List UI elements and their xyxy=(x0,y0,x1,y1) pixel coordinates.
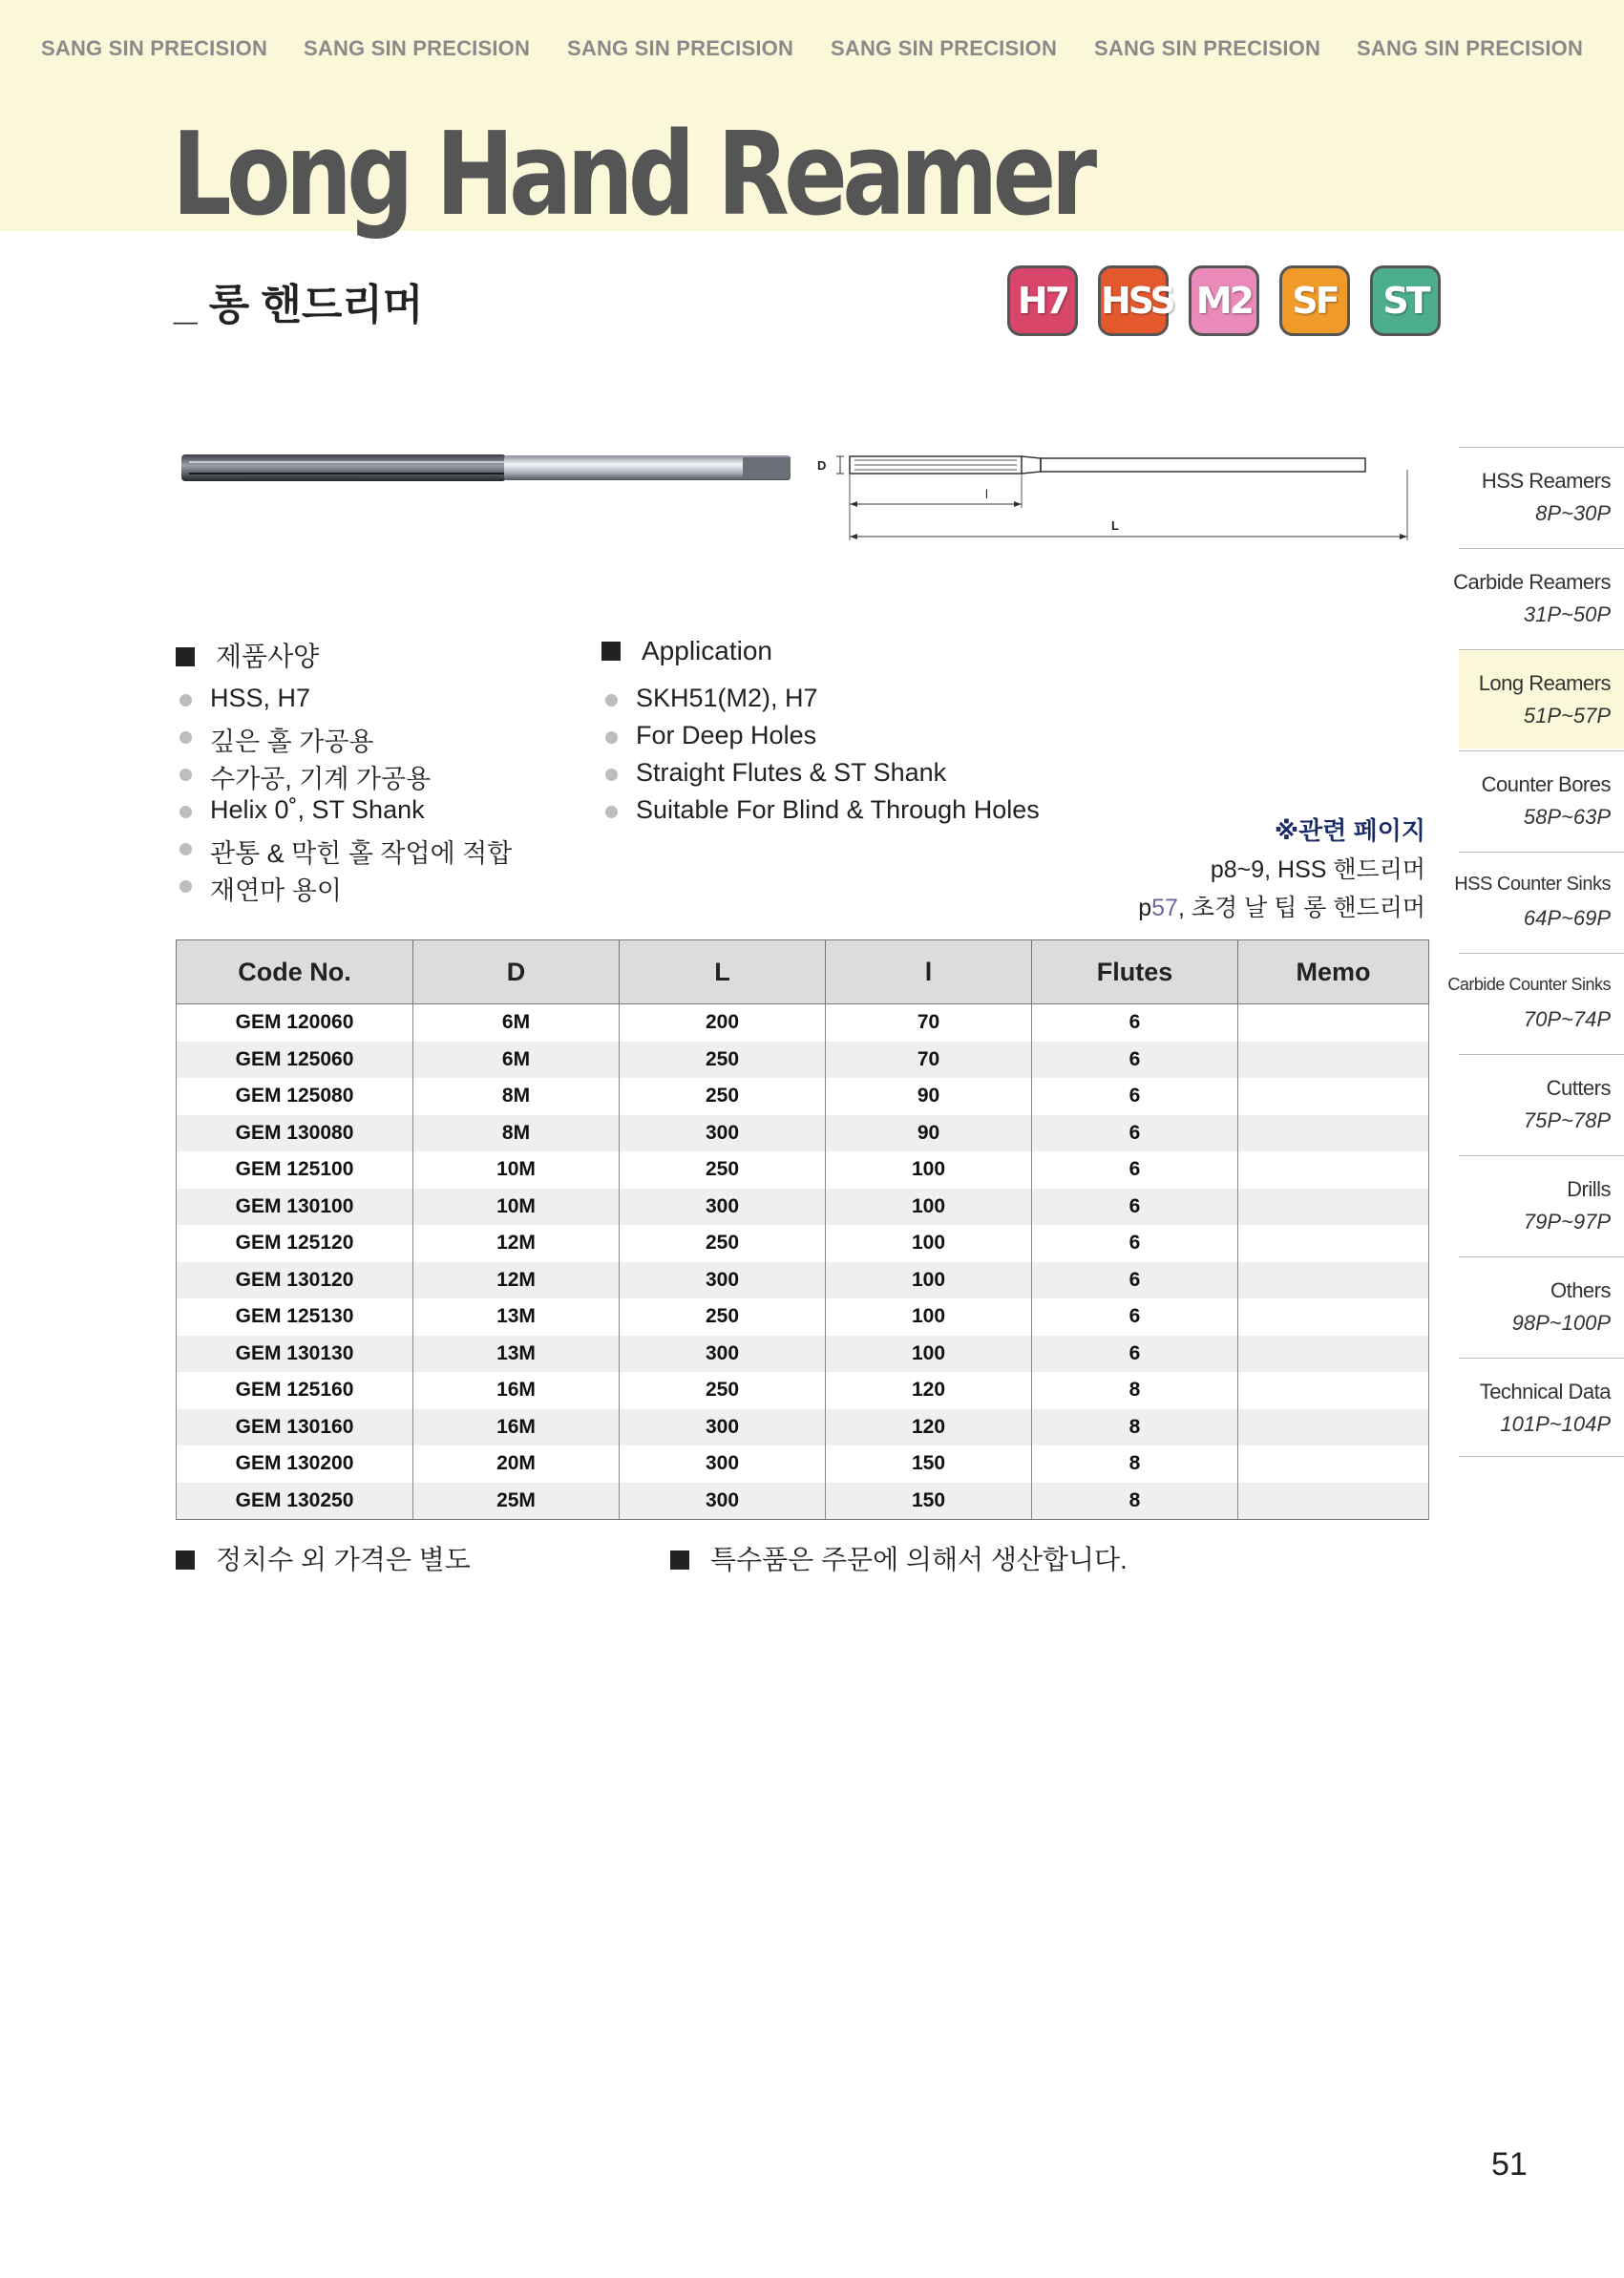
small-l-cell: 100 xyxy=(826,1298,1032,1336)
page-subtitle: _ 롱 핸드리머 xyxy=(174,282,424,328)
square-bullet-icon xyxy=(601,642,621,661)
code-cell: GEM 125100 xyxy=(177,1151,413,1189)
label-l-small: l xyxy=(985,487,988,501)
nav-name: HSS Counter Sinks xyxy=(1454,874,1611,895)
table-row xyxy=(177,1225,1429,1262)
code-cell: GEM 130130 xyxy=(177,1336,413,1373)
memo-cell xyxy=(1238,1336,1429,1373)
brand-text: SANG SIN PRECISION xyxy=(304,36,531,60)
nav-pages: 70P~74P xyxy=(1523,1007,1611,1031)
application-heading xyxy=(601,636,772,666)
small-l-cell: 100 xyxy=(826,1336,1032,1373)
note-text: 특수품은 주문에 의해서 생산합니다. xyxy=(710,1545,1128,1574)
nav-name: Long Reamers xyxy=(1478,671,1611,695)
flutes-cell: 6 xyxy=(1032,1151,1238,1189)
table-row xyxy=(177,1445,1429,1483)
application-item: For Deep Holes xyxy=(605,721,1040,758)
nav-pages: 75P~78P xyxy=(1523,1108,1611,1132)
code-cell: GEM 130160 xyxy=(177,1409,413,1446)
flutes-cell: 8 xyxy=(1032,1483,1238,1520)
d-cell: 13M xyxy=(413,1298,620,1336)
label-l-big: L xyxy=(1111,518,1119,533)
spec-item: 수가공, 기계 가공용 xyxy=(179,758,512,795)
page-title: Long Hand Reamer xyxy=(172,109,1092,242)
code-cell: GEM 130250 xyxy=(177,1483,413,1520)
col-header-flutes: Flutes xyxy=(1032,940,1238,1004)
nav-pages: 79P~97P xyxy=(1523,1210,1611,1234)
flutes-cell: 6 xyxy=(1032,1078,1238,1115)
nav-item-drills[interactable] xyxy=(1459,1155,1624,1255)
spec-item: Helix 0˚, ST Shank xyxy=(179,795,512,833)
nav-pages: 58P~63P xyxy=(1523,805,1611,829)
l-cell: 250 xyxy=(620,1151,826,1189)
nav-item-carbide-reamers[interactable] xyxy=(1453,548,1624,647)
square-bullet-icon xyxy=(176,647,195,666)
flutes-cell: 6 xyxy=(1032,1115,1238,1152)
flutes-cell: 6 xyxy=(1032,1336,1238,1373)
l-cell: 250 xyxy=(620,1078,826,1115)
table-row xyxy=(177,1298,1429,1336)
nav-pages: 31P~50P xyxy=(1523,602,1611,626)
badge-hss: HSS xyxy=(1098,265,1169,336)
code-cell: GEM 125060 xyxy=(177,1042,413,1079)
d-cell: 16M xyxy=(413,1409,620,1446)
memo-cell xyxy=(1238,1409,1429,1446)
table-row xyxy=(177,1372,1429,1409)
specs-heading xyxy=(176,636,319,674)
brand-row xyxy=(0,36,1624,65)
memo-cell xyxy=(1238,1151,1429,1189)
memo-cell xyxy=(1238,1042,1429,1079)
d-cell: 8M xyxy=(413,1115,620,1152)
small-l-cell: 100 xyxy=(826,1262,1032,1299)
nav-item-hss-reamers[interactable] xyxy=(1459,447,1624,546)
col-header-l: L xyxy=(620,940,826,1004)
spec-item: HSS, H7 xyxy=(179,684,512,721)
table-header-row xyxy=(177,940,1429,1004)
col-header-small-l: l xyxy=(826,940,1032,1004)
nav-item-cutters[interactable] xyxy=(1459,1054,1624,1153)
memo-cell xyxy=(1238,1445,1429,1483)
related-pages xyxy=(1138,812,1425,923)
table-body xyxy=(177,1004,1429,1520)
nav-pages: 51P~57P xyxy=(1523,704,1611,728)
brand-text: SANG SIN PRECISION xyxy=(1357,36,1584,60)
spec-item: 관통 & 막힌 홀 작업에 적합 xyxy=(179,833,512,870)
brand-text: SANG SIN PRECISION xyxy=(1094,36,1321,60)
d-cell: 25M xyxy=(413,1483,620,1520)
application-item: SKH51(M2), H7 xyxy=(605,684,1040,721)
code-cell: GEM 125080 xyxy=(177,1078,413,1115)
spec-item: 깊은 홀 가공용 xyxy=(179,721,512,758)
table-row xyxy=(177,1042,1429,1079)
small-l-cell: 70 xyxy=(826,1004,1032,1042)
d-cell: 10M xyxy=(413,1189,620,1226)
specs-list xyxy=(179,684,512,907)
nav-item-carbide-counter-sinks[interactable] xyxy=(1447,953,1624,1052)
note-left xyxy=(176,1539,471,1577)
small-l-cell: 90 xyxy=(826,1078,1032,1115)
d-cell: 6M xyxy=(413,1004,620,1042)
note-text: 정치수 외 가격은 별도 xyxy=(216,1545,471,1574)
code-cell: GEM 130080 xyxy=(177,1115,413,1152)
small-l-cell: 100 xyxy=(826,1151,1032,1189)
nav-item-technical-data[interactable] xyxy=(1459,1358,1624,1457)
code-cell: GEM 120060 xyxy=(177,1004,413,1042)
d-cell: 6M xyxy=(413,1042,620,1079)
code-cell: GEM 130120 xyxy=(177,1262,413,1299)
nav-name: Carbide Reamers xyxy=(1453,570,1611,594)
brand-text: SANG SIN PRECISION xyxy=(567,36,794,60)
spec-item: 재연마 용이 xyxy=(179,870,512,907)
nav-item-long-reamers[interactable] xyxy=(1459,649,1624,749)
table-row xyxy=(177,1004,1429,1042)
code-cell: GEM 130200 xyxy=(177,1445,413,1483)
memo-cell xyxy=(1238,1115,1429,1152)
code-cell: GEM 125160 xyxy=(177,1372,413,1409)
nav-name: HSS Reamers xyxy=(1481,469,1611,493)
small-l-cell: 120 xyxy=(826,1409,1032,1446)
l-cell: 250 xyxy=(620,1225,826,1262)
related-text: , 초경 날 팁 롱 핸드리머 xyxy=(1177,895,1425,921)
flutes-cell: 6 xyxy=(1032,1189,1238,1226)
code-cell: GEM 130100 xyxy=(177,1189,413,1226)
flutes-cell: 6 xyxy=(1032,1298,1238,1336)
label-d: D xyxy=(817,458,827,473)
memo-cell xyxy=(1238,1225,1429,1262)
memo-cell xyxy=(1238,1004,1429,1042)
nav-pages: 98P~100P xyxy=(1511,1311,1611,1335)
memo-cell xyxy=(1238,1189,1429,1226)
d-cell: 20M xyxy=(413,1445,620,1483)
memo-cell xyxy=(1238,1372,1429,1409)
nav-name: Carbide Counter Sinks xyxy=(1447,975,1611,994)
l-cell: 300 xyxy=(620,1336,826,1373)
flutes-cell: 8 xyxy=(1032,1409,1238,1446)
small-l-cell: 90 xyxy=(826,1115,1032,1152)
memo-cell xyxy=(1238,1262,1429,1299)
small-l-cell: 70 xyxy=(826,1042,1032,1079)
badge-h7: H7 xyxy=(1007,265,1078,336)
related-line-2[interactable] xyxy=(1138,889,1425,923)
table-row xyxy=(177,1151,1429,1189)
small-l-cell: 100 xyxy=(826,1225,1032,1262)
memo-cell xyxy=(1238,1483,1429,1520)
col-header-d: D xyxy=(413,940,620,1004)
small-l-cell: 120 xyxy=(826,1372,1032,1409)
small-l-cell: 150 xyxy=(826,1483,1032,1520)
code-cell: GEM 125120 xyxy=(177,1225,413,1262)
nav-item-counter-bores[interactable] xyxy=(1459,750,1624,850)
page-number: 51 xyxy=(1491,2146,1528,2183)
product-table xyxy=(176,939,1429,1520)
related-heading: ※관련 페이지 xyxy=(1274,816,1425,845)
l-cell: 250 xyxy=(620,1298,826,1336)
d-cell: 10M xyxy=(413,1151,620,1189)
brand-text: SANG SIN PRECISION xyxy=(41,36,268,60)
nav-item-hss-counter-sinks[interactable] xyxy=(1454,852,1624,951)
table-row xyxy=(177,1115,1429,1152)
l-cell: 300 xyxy=(620,1189,826,1226)
application-item: Straight Flutes & ST Shank xyxy=(605,758,1040,795)
flutes-cell: 6 xyxy=(1032,1004,1238,1042)
memo-cell xyxy=(1238,1078,1429,1115)
l-cell: 300 xyxy=(620,1483,826,1520)
table-row xyxy=(177,1483,1429,1520)
table-row xyxy=(177,1409,1429,1446)
table-row xyxy=(177,1189,1429,1226)
application-list xyxy=(605,684,1040,833)
flutes-cell: 6 xyxy=(1032,1042,1238,1079)
badge-st: ST xyxy=(1370,265,1441,336)
flutes-cell: 6 xyxy=(1032,1262,1238,1299)
specs-title: 제품사양 xyxy=(216,642,320,671)
memo-cell xyxy=(1238,1298,1429,1336)
l-cell: 250 xyxy=(620,1372,826,1409)
application-title: Application xyxy=(642,636,772,665)
flutes-cell: 8 xyxy=(1032,1372,1238,1409)
d-cell: 13M xyxy=(413,1336,620,1373)
table-row xyxy=(177,1262,1429,1299)
note-right xyxy=(670,1539,1128,1577)
application-item: Suitable For Blind & Through Holes xyxy=(605,795,1040,833)
flutes-cell: 6 xyxy=(1032,1225,1238,1262)
table-row xyxy=(177,1336,1429,1373)
l-cell: 300 xyxy=(620,1409,826,1446)
code-cell: GEM 125130 xyxy=(177,1298,413,1336)
small-l-cell: 100 xyxy=(826,1189,1032,1226)
related-page-number: 57 xyxy=(1151,895,1178,921)
nav-pages: 64P~69P xyxy=(1523,906,1611,930)
col-header-code: Code No. xyxy=(177,940,413,1004)
d-cell: 12M xyxy=(413,1262,620,1299)
l-cell: 300 xyxy=(620,1262,826,1299)
nav-item-others[interactable] xyxy=(1459,1256,1624,1356)
d-cell: 16M xyxy=(413,1372,620,1409)
nav-pages: 101P~104P xyxy=(1500,1412,1611,1436)
nav-name: Drills xyxy=(1567,1177,1611,1201)
col-header-memo: Memo xyxy=(1238,940,1429,1004)
related-line-1[interactable]: p8~9, HSS 핸드리머 xyxy=(1210,856,1425,883)
table-row xyxy=(177,1078,1429,1115)
nav-name: Counter Bores xyxy=(1481,772,1611,796)
d-cell: 12M xyxy=(413,1225,620,1262)
brand-text: SANG SIN PRECISION xyxy=(831,36,1058,60)
nav-name: Cutters xyxy=(1546,1076,1611,1100)
flutes-cell: 8 xyxy=(1032,1445,1238,1483)
square-bullet-icon xyxy=(670,1550,689,1570)
l-cell: 250 xyxy=(620,1042,826,1079)
l-cell: 300 xyxy=(620,1115,826,1152)
nav-name: Others xyxy=(1550,1278,1611,1302)
square-bullet-icon xyxy=(176,1550,195,1570)
small-l-cell: 150 xyxy=(826,1445,1032,1483)
badge-m2: M2 xyxy=(1189,265,1259,336)
nav-name: Technical Data xyxy=(1479,1380,1611,1403)
badge-sf: SF xyxy=(1279,265,1350,336)
l-cell: 300 xyxy=(620,1445,826,1483)
reamer-photo xyxy=(179,449,792,487)
dimension-drawing xyxy=(802,441,1413,546)
l-cell: 200 xyxy=(620,1004,826,1042)
nav-pages: 8P~30P xyxy=(1535,501,1611,525)
d-cell: 8M xyxy=(413,1078,620,1115)
related-prefix: p xyxy=(1138,895,1152,921)
